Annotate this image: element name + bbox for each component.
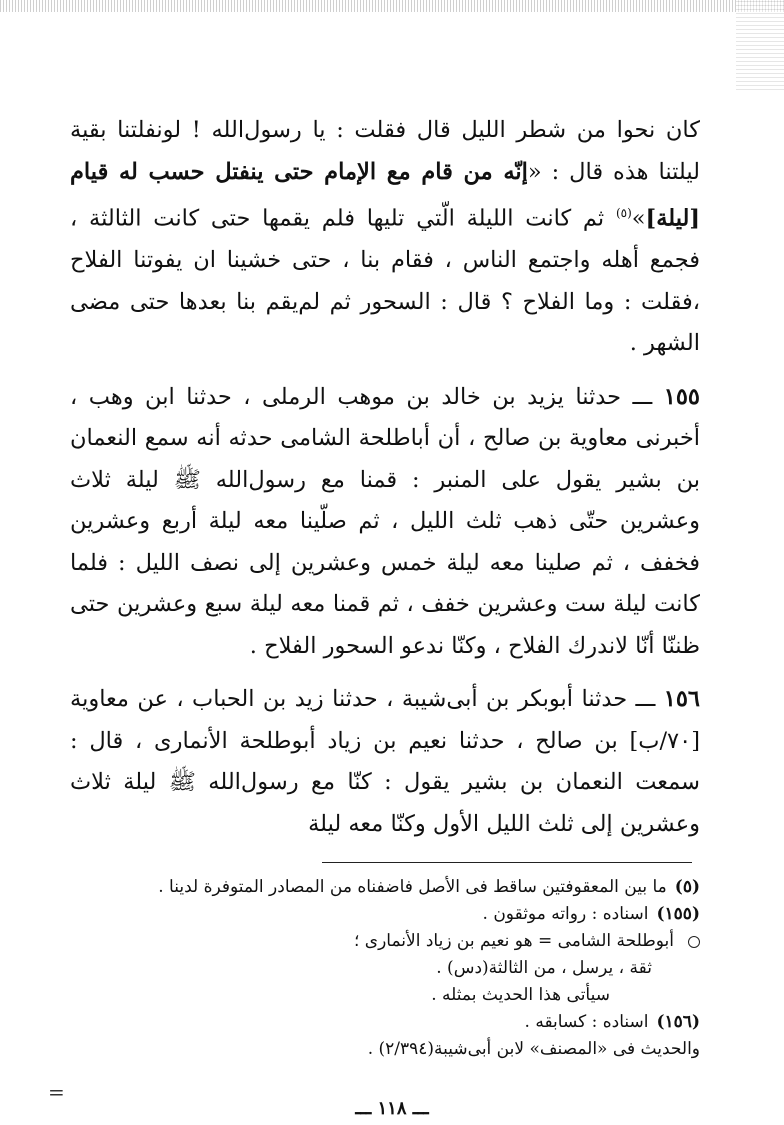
footnote-ref: (٥) [615, 206, 632, 220]
paragraph-155 [70, 377, 700, 668]
footnote [95, 874, 700, 901]
text: ثم كانت الليلة الّتي تليها فلم يقمها حتى كانت الثالثة ، فجمع أهله واجتمع الناس ، فقام بنا ، حتى خشينا ان يفوتنا الفلاح ،فقلت : وما الفلاح ؟ قال : السحور ثم لم‌يقم بنا بعدها حتى مضى الشهر . [70, 205, 700, 356]
page-number: ـــ ١١٨ ـــ [355, 1098, 429, 1119]
footnote-text: والحديث فى «المصنف» لابن أبى‌شيبة(٢/٣٩٤) . [367, 1039, 700, 1059]
footnotes [95, 874, 700, 1063]
footnote-number: (١٥٥) [656, 904, 700, 924]
footnote-text: اسناده : كسابقه . [524, 1012, 649, 1032]
main-text [70, 110, 700, 845]
footnote-text: أبوطلحة الشامى = هو نعيم بن زياد الأنمارى ؛ [353, 931, 674, 951]
hadith-number: ١٥٦ [663, 686, 701, 712]
text: » [631, 205, 646, 232]
paragraph-156 [70, 679, 700, 845]
hadith-text: ـــ حدثنا يزيد بن خالد بن موهب الرملى ، حدثنا ابن وهب ، أخبرنى معاوية بن صالح ، أن أباطلحة الشامى حدثه أنه سمع النعمان بن بشير يقول على المنبر : قمنا مع رسول‌الله ﷺ ليلة ثلاث وعشرين حتّى ذهب ثلث الليل ، ثم صلّينا معه ليلة أربع وعشرين فخفف ، ثم صلينا معه ليلة خمس وعشرين إلى نصف الليل : فلما كانت ليلة ست وعشرين خفف ، ثم قمنا معه ليلة سبع وعشرين حتى ظننّا أنّا لاندرك الفلاح ، وكنّا ندعو السحور الفلاح . [70, 383, 700, 659]
footnote [95, 901, 700, 928]
footnote-divider [322, 862, 692, 863]
text: كان نحوا من شطر الليل قال فقلت : يا رسول‌الله ! لونفلتنا بقية ليلتنا هذه قال : « [70, 117, 700, 185]
hadith-number: ١٥٥ [663, 383, 701, 410]
footnote [95, 955, 700, 982]
hadith-text: ـــ حدثنا أبوبكر بن أبى‌شيبة ، حدثنا زيد بن الحباب ، عن معاوية [٧٠/ب] بن صالح ، حدثنا نعيم بن زياد أبوطلحة الأنمارى ، قال : سمعت النعمان بن بشير يقول : كنّا مع رسول‌الله ﷺ ليلة ثلاث وعشرين إلى ثلث الليل الأول وكنّا معه ليلة [70, 686, 700, 837]
footnote-text: ما بين المعقوفتين ساقط فى الأصل فاضفناه من المصادر المتوفرة لدينا . [158, 877, 667, 897]
footnote-text: اسناده : رواته موثقون . [482, 904, 649, 924]
footnote [95, 1009, 700, 1036]
scan-edge-top [0, 0, 784, 12]
footnote-text: ثقة ، يرسل ، من الثالثة(دس) . [436, 958, 652, 978]
footnote [95, 1036, 700, 1063]
footnote-number: (١٥٦) [656, 1012, 700, 1032]
hadith-quote: إنّه من قام مع الإمام حتى ينفتل حسب له قيام [ليلة] [70, 158, 700, 232]
circle-icon [688, 936, 700, 948]
footnote [95, 928, 700, 955]
paragraph-continuation [70, 110, 700, 365]
margin-mark: = [48, 1080, 65, 1104]
footnote-number: (٥) [674, 877, 700, 897]
footnote [95, 982, 700, 1009]
footnote-text: سيأتى هذا الحديث بمثله . [431, 985, 610, 1005]
scan-edge-right [736, 0, 784, 90]
